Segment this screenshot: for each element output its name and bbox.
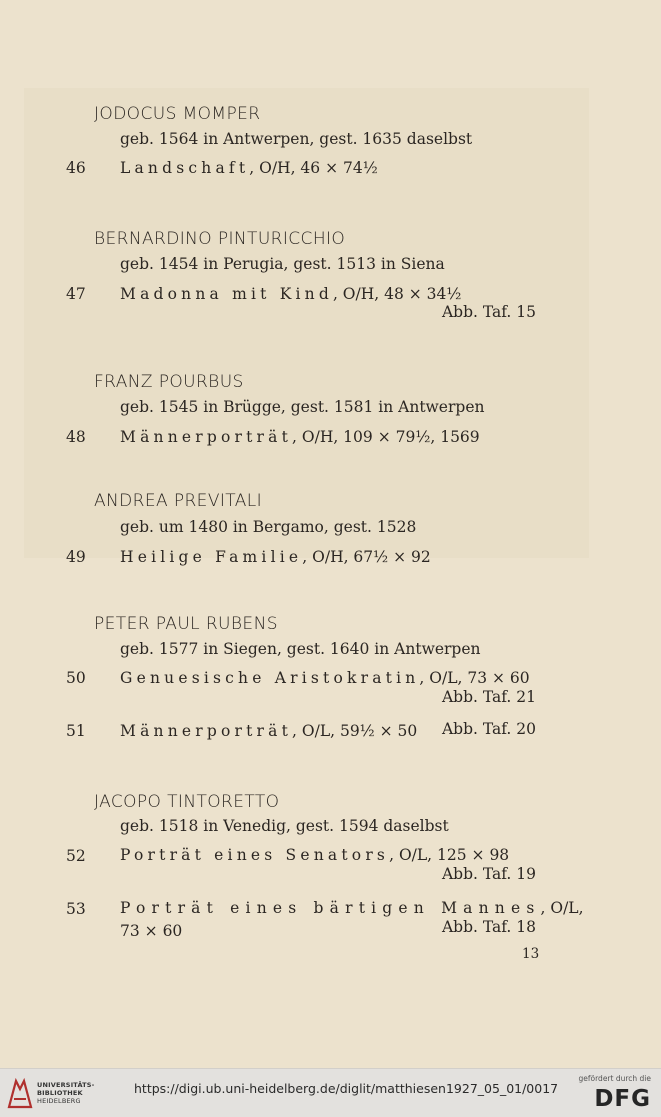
- artist-name: PETER PAUL RUBENS: [94, 614, 278, 634]
- artist-name: JACOPO TINTORETTO: [94, 792, 280, 812]
- catalog-number: 52: [66, 847, 86, 865]
- page-number: 13: [522, 946, 540, 962]
- work-line: [120, 428, 480, 446]
- work-details: , O/H, 48 × 34½: [332, 285, 462, 303]
- work-line: [120, 846, 509, 864]
- plate-reference: Abb. Taf. 20: [441, 720, 536, 738]
- work-line: [120, 722, 417, 740]
- catalog-number: 46: [66, 159, 86, 177]
- work-line: [120, 899, 584, 917]
- work-title: Genuesische Aristokratin: [120, 669, 420, 687]
- catalog-number: 50: [66, 669, 86, 687]
- catalog-number: 53: [66, 900, 86, 918]
- catalog-number: 49: [66, 548, 86, 566]
- work-title: Porträt eines Senators: [120, 846, 390, 864]
- funding-note: gefördert durch die: [578, 1074, 651, 1083]
- artist-bio: geb. 1545 in Brügge, gest. 1581 in Antwerpen: [120, 398, 485, 416]
- plate-reference: Abb. Taf. 18: [441, 918, 536, 936]
- catalog-number: 48: [66, 428, 86, 446]
- artist-name: JODOCUS MOMPER: [94, 104, 261, 124]
- institution-name: UNIVERSITÄTS- BIBLIOTHEK HEIDELBERG: [37, 1081, 95, 1105]
- artist-name: FRANZ POURBUS: [94, 372, 244, 392]
- work-line: [120, 159, 378, 177]
- artist-name: ANDREA PREVITALI: [94, 491, 263, 511]
- artist-bio: geb. 1454 in Perugia, gest. 1513 in Siena: [120, 255, 445, 273]
- artist-bio: geb. um 1480 in Bergamo, gest. 1528: [120, 518, 417, 536]
- artist-bio: geb. 1564 in Antwerpen, gest. 1635 daselbst: [120, 130, 473, 148]
- plate-reference: Abb. Taf. 21: [441, 688, 536, 706]
- dfg-logo: DFG: [594, 1086, 651, 1112]
- plate-reference: Abb. Taf. 19: [441, 865, 536, 883]
- work-title: Männerporträt: [120, 722, 293, 740]
- work-title: Heilige Familie: [120, 548, 303, 566]
- artist-bio: geb. 1518 in Venedig, gest. 1594 daselbst: [120, 817, 449, 835]
- work-details: , O/L, 125 × 98: [389, 846, 510, 864]
- catalog-number: 47: [66, 285, 86, 303]
- work-line: [120, 548, 431, 566]
- work-details: , O/H, 67½ × 92: [302, 548, 431, 566]
- university-logo-icon: [6, 1077, 34, 1109]
- work-details: , O/L, 59½ × 50: [292, 722, 418, 740]
- work-title: Männerporträt: [120, 428, 293, 446]
- artist-name: BERNARDINO PINTURICCHIO: [94, 229, 346, 249]
- work-line: [120, 669, 530, 687]
- work-details-continued: 73 × 60: [120, 922, 183, 940]
- work-details: , O/L, 73 × 60: [419, 669, 530, 687]
- plate-reference: Abb. Taf. 15: [441, 303, 536, 321]
- work-details: , O/H, 109 × 79½, 1569: [292, 428, 480, 446]
- work-line: [120, 285, 461, 303]
- work-title: Madonna mit Kind: [120, 285, 333, 303]
- catalog-number: 51: [66, 722, 86, 740]
- artist-bio: geb. 1577 in Siegen, gest. 1640 in Antwerpen: [120, 640, 481, 658]
- work-details: , O/H, 46 × 74½: [249, 159, 378, 177]
- work-title: Landschaft: [120, 159, 250, 177]
- permalink-url[interactable]: https://digi.ub.uni-heidelberg.de/diglit/matthiesen1927_05_01/0017: [134, 1081, 559, 1096]
- work-details: , O/L,: [540, 899, 584, 917]
- footer-bar: [0, 1068, 661, 1117]
- work-title: Porträt eines bärtigen Mannes: [120, 899, 541, 917]
